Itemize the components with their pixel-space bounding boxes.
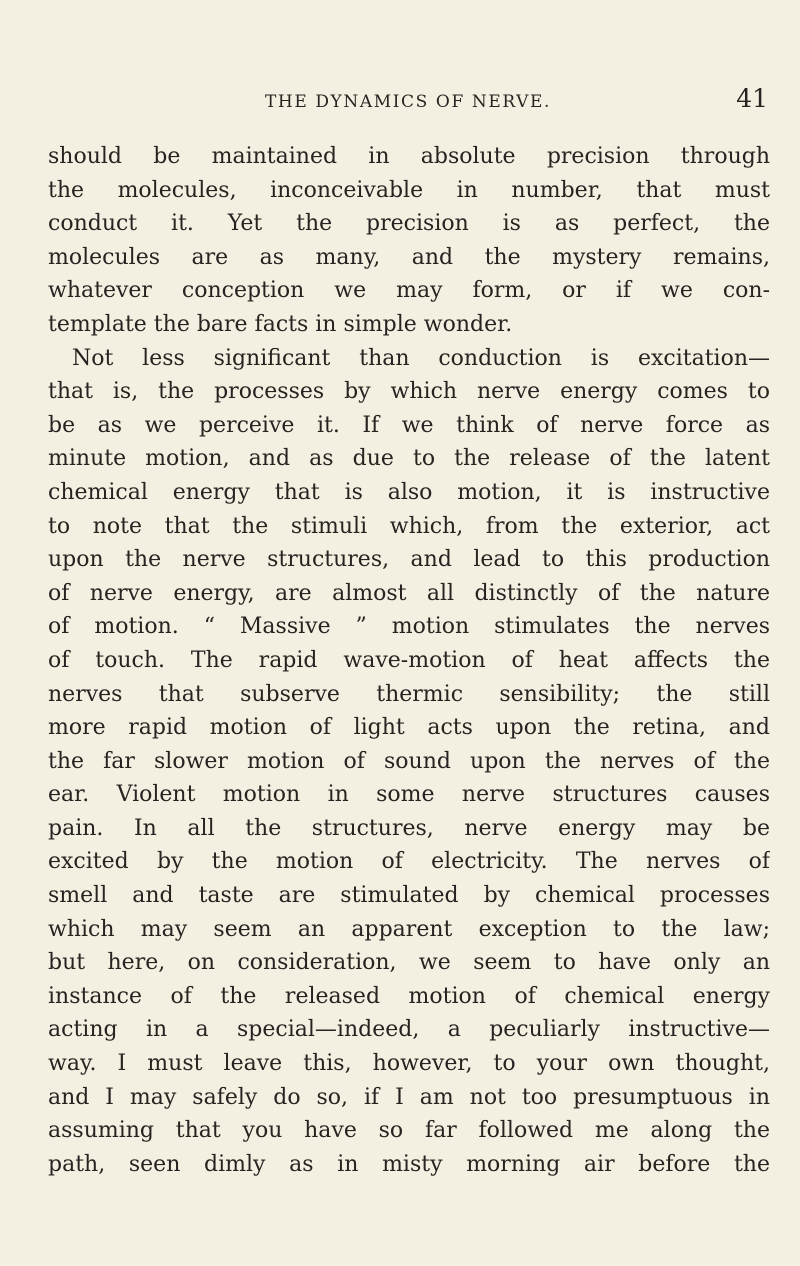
text-line: acting in a special—indeed, a peculiarly instructive— [48,1017,770,1043]
text-line: that is, the processes by which nerve energy comes to [48,379,770,405]
text-line: excited by the motion of electricity. The nerves of [48,849,770,875]
text-line: nerves that subserve thermic sensibility; the still [48,681,770,707]
text-line: assuming that you have so far followed me along the [48,1118,770,1144]
text-line: of nerve energy, are almost all distinctly of the nature [48,580,770,606]
text-line: instance of the released motion of chemical energy [48,983,770,1009]
text-line: whatever conception we may form, or if we con- [48,278,770,304]
text-line: molecules are as many, and the mystery remains, [48,244,770,270]
text-line: should be maintained in absolute precision through [48,144,770,169]
text-line: more rapid motion of light acts upon the retina, and [48,715,770,741]
text-line: be as we perceive it. If we think of nerve force as [48,412,770,438]
text-line: and I may safely do so, if I am not too presumptuous in [48,1084,770,1110]
text-line: ear. Violent motion in some nerve structures causes [48,782,770,808]
text-line: chemical energy that is also motion, it is instructive [48,479,770,505]
text-line: smell and taste are stimulated by chemical processes [48,883,770,909]
body-text [48,140,770,1181]
text-line: minute motion, and as due to the release of the latent [48,446,770,472]
text-line: the molecules, inconceivable in number, that must [48,177,770,203]
text-line: which may seem an apparent exception to the law; [48,916,770,942]
text-line: Not less significant than conduction is excitation— [72,345,770,371]
text-line: pain. In all the structures, nerve energy may be [48,815,770,841]
running-header [48,84,768,118]
chapter-title: THE DYNAMICS OF NERVE. [264,92,552,112]
text-line: way. I must leave this, however, to your own thought, [48,1051,770,1077]
text-line: the far slower motion of sound upon the nerves of the [48,748,770,774]
text-line: to note that the stimuli which, from the exterior, act [48,513,770,539]
text-line: template the bare facts in simple wonder. [48,311,513,337]
text-line: but here, on consideration, we seem to have only an [48,950,770,976]
text-line: of touch. The rapid wave-motion of heat affects the [48,647,770,673]
text-line: upon the nerve structures, and lead to this production [48,547,770,573]
text-line: path, seen dimly as in misty morning air before the [48,1151,770,1177]
text-line: conduct it. Yet the precision is as perfect, the [48,211,770,237]
text-line: of motion. “ Massive ” motion stimulates the nerves [48,614,770,640]
page-number: 41 [736,84,768,113]
